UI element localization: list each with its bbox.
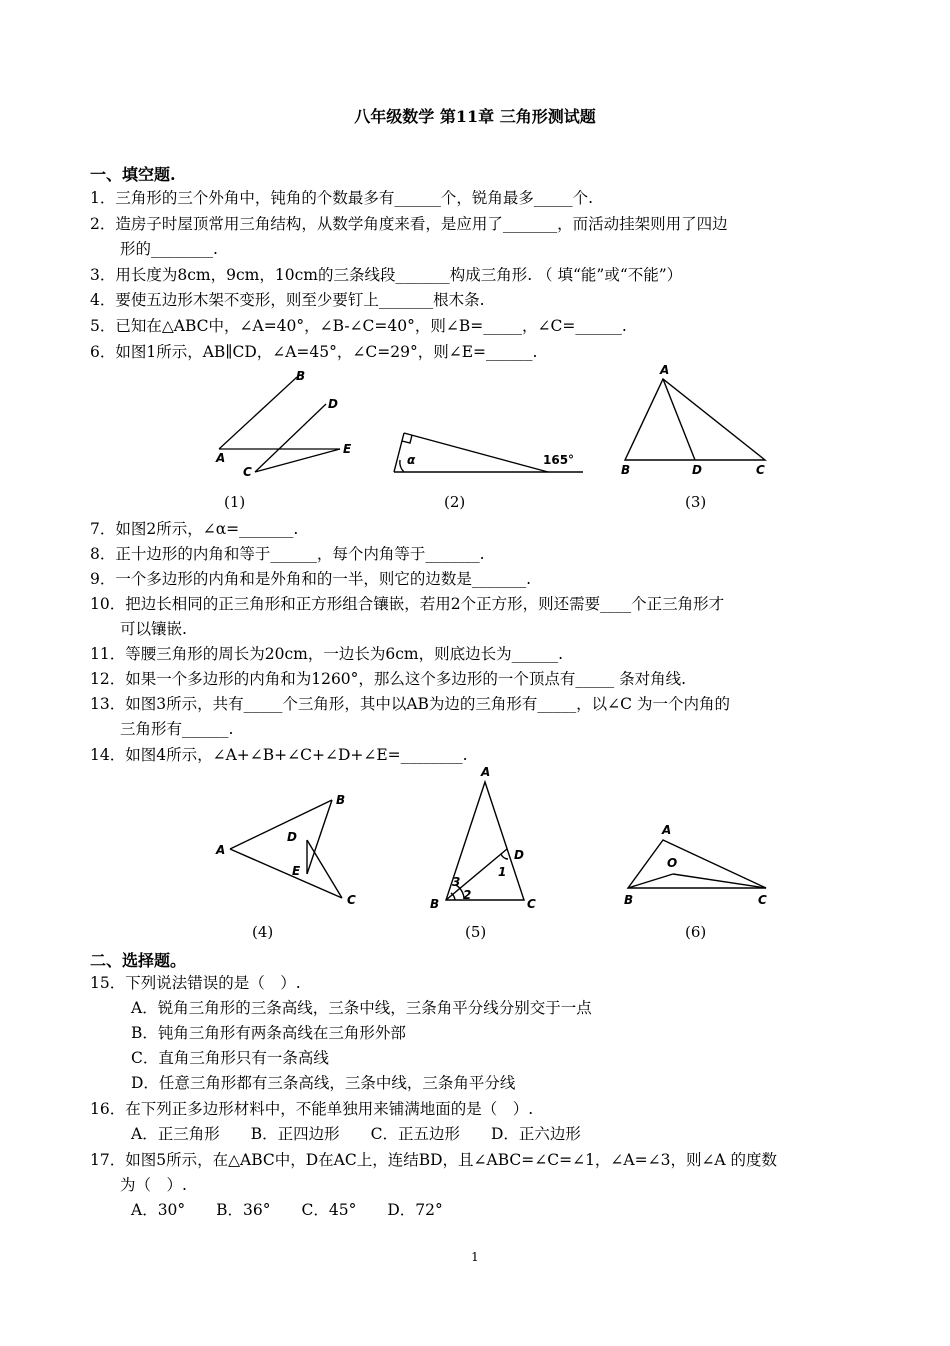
angle-1-label: 1 [498, 865, 507, 879]
label-d: D [514, 848, 524, 862]
alpha-label: α [407, 453, 416, 467]
label-a: A [216, 843, 226, 857]
question-7: 7．如图2所示，∠α=_______. [90, 520, 299, 538]
question-2-line1: 2．造房子时屋顶常用三角结构，从数学角度来看，是应用了_______，而活动挂架则用了四边 [90, 215, 728, 233]
question-15-option-c: C．直角三角形只有一条高线 [131, 1049, 329, 1067]
question-17-line1: 17．如图5所示，在△ABC中，D在AC上，连结BD，且∠ABC=∠C=∠1，∠A=∠3，则∠A 的度数 [90, 1151, 778, 1169]
label-d: D [287, 830, 297, 844]
label-a: A [660, 363, 670, 377]
angle-3-label: 3 [452, 875, 461, 889]
label-b: B [336, 793, 346, 807]
question-15-option-a: A．锐角三角形的三条高线，三条中线，三条角平分线分别交于一点 [131, 999, 592, 1017]
angle-165-label: 165° [543, 453, 575, 467]
question-17-options: A．30° B．36° C．45° D．72° [131, 1201, 443, 1219]
figure-5 [426, 762, 546, 914]
label-e: E [292, 864, 301, 878]
caption-figure-1: (1) [224, 493, 246, 511]
label-d: D [328, 397, 338, 411]
label-a: A [216, 451, 226, 465]
label-b: B [621, 463, 631, 477]
question-1: 1．三角形的三个外角中，钝角的个数最多有______个，锐角最多_____个. [90, 189, 594, 207]
label-c: C [347, 893, 356, 907]
section-choice-heading: 二、选择题。 [90, 951, 187, 970]
question-4: 4．要使五边形木架不变形，则至少要钉上_______根木条. [90, 291, 485, 309]
angle-2-label: 2 [463, 888, 472, 902]
label-c: C [758, 893, 767, 907]
question-5: 5．已知在△ABC中，∠A=40°，∠B-∠C=40°，则∠B=_____，∠C=______. [90, 317, 627, 335]
page-title: 八年级数学 第11章 三角形测试题 [354, 107, 596, 126]
section-fill-in-heading: 一、填空题. [90, 165, 176, 184]
label-a: A [662, 823, 672, 837]
label-b: B [296, 369, 306, 383]
page-number: 1 [471, 1250, 479, 1264]
label-b: B [624, 893, 634, 907]
caption-figure-3: (3) [685, 493, 707, 511]
label-a: A [481, 765, 491, 779]
figure-4 [212, 790, 372, 915]
label-c: C [756, 463, 765, 477]
question-13-line1: 13．如图3所示，共有_____个三角形，其中以AB为边的三角形有_____，以∠C 为一个内角的 [90, 695, 730, 713]
question-15-option-d: D．任意三角形都有三条高线，三条中线，三条角平分线 [131, 1074, 516, 1092]
question-2-line2: 形的________. [120, 240, 218, 258]
figure-1 [210, 368, 360, 478]
figure-6 [618, 818, 778, 910]
question-8: 8．正十边形的内角和等于______，每个内角等于_______. [90, 545, 485, 563]
caption-figure-2: (2) [444, 493, 466, 511]
question-10-line1: 10．把边长相同的正三角形和正方形组合镶嵌，若用2个正方形，则还需要____个正三角形才 [90, 595, 725, 613]
question-15: 15．下列说法错误的是（ ）. [90, 974, 301, 992]
question-17-line2: 为（ ）. [120, 1176, 187, 1194]
question-16: 16．在下列正多边形材料中，不能单独用来铺满地面的是（ ）. [90, 1100, 534, 1118]
question-6: 6．如图1所示，AB∥CD，∠A=45°，∠C=29°，则∠E=______. [90, 343, 538, 361]
caption-figure-5: (5) [465, 923, 487, 941]
question-9: 9．一个多边形的内角和是外角和的一半，则它的边数是_______. [90, 570, 532, 588]
label-c: C [243, 465, 252, 479]
figure-2 [388, 428, 588, 480]
question-11: 11．等腰三角形的周长为20cm，一边长为6cm，则底边长为______. [90, 645, 563, 663]
question-15-option-b: B．钝角三角形有两条高线在三角形外部 [131, 1024, 406, 1042]
question-14: 14．如图4所示，∠A+∠B+∠C+∠D+∠E=________. [90, 746, 468, 764]
caption-figure-6: (6) [685, 923, 707, 941]
label-o: O [667, 856, 678, 870]
label-d: D [692, 463, 702, 477]
question-13-line2: 三角形有______. [120, 720, 234, 738]
figure-3 [615, 362, 775, 480]
caption-figure-4: (4) [252, 923, 274, 941]
label-b: B [430, 897, 440, 911]
question-12: 12．如果一个多边形的内角和为1260°，那么这个多边形的一个顶点有_____ 条对角线. [90, 670, 687, 688]
question-16-options: A．正三角形 B．正四边形 C．正五边形 D．正六边形 [131, 1125, 581, 1143]
label-c: C [527, 897, 536, 911]
question-3: 3．用长度为8cm，9cm，10cm的三条线段_______构成三角形. （ 填“能”或“不能”） [90, 266, 683, 284]
question-10-line2: 可以镶嵌. [120, 620, 187, 638]
label-e: E [343, 442, 352, 456]
